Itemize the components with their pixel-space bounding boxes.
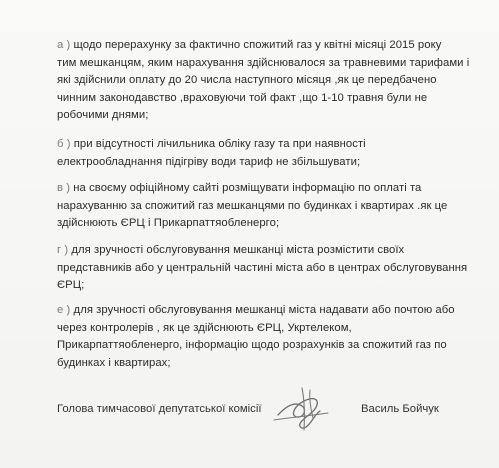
paragraph-text: робочими днями; — [57, 109, 149, 121]
paragraph-text: ЄРЦ; — [57, 279, 85, 291]
paragraph-text: тим мешканцям, яким нарахування здійснювалося за травневими тарифами і — [57, 56, 470, 69]
paragraph-text: які здійснили оплату до 20 числа наступного місяця ,як це передбачено — [57, 74, 437, 86]
list-marker: е ) — [57, 304, 71, 316]
list-marker: г ) — [57, 244, 69, 256]
paragraph-b — [57, 136, 487, 171]
paragraph-line — [57, 37, 487, 55]
list-marker: а ) — [57, 39, 71, 51]
paragraph-line — [57, 136, 487, 154]
paragraph-line — [57, 180, 487, 198]
paragraph-e — [57, 302, 487, 372]
signature-title: Голова тимчасової депутатської комісії — [57, 403, 262, 415]
paragraph-a — [57, 37, 487, 125]
paragraph-text: нарахуванню за спожитий газ мешканцями по будинках і квартирах .як це — [57, 199, 448, 212]
paragraph-h — [57, 242, 487, 295]
handwritten-signature-icon — [268, 382, 334, 434]
paragraph-text: Прикарпаттяобленерго, інформацію щодо розрахунків за спожитий газ по — [57, 339, 447, 351]
paragraph-text: для зручності обслуговування мешканці міста надавати або почтою або — [73, 304, 455, 316]
paragraph-text: будинках і квартирах; — [57, 356, 171, 369]
paragraph-text: електрообладнання підігріву води тариф не збільшувати; — [57, 155, 361, 168]
signature-name: Василь Бойчук — [361, 403, 439, 415]
paragraph-line — [57, 302, 487, 320]
paragraph-text: через контролерів , як це здійснюють ЄРЦ, Укртелеком, — [57, 321, 352, 334]
paragraph-text: при відсутності лічильника обліку газу та при наявності — [73, 138, 366, 150]
paragraph-text: щодо перерахунку за фактично спожитий газ у квітні місяці 2015 року — [73, 39, 442, 51]
paragraph-text: здійснюють ЄРЦ і Прикарпаттяобленерго; — [57, 217, 280, 229]
paragraph-line — [57, 242, 487, 260]
paragraph-text: для зручності обслуговування мешканці міста розмістити своїх — [71, 244, 405, 256]
paragraph-text: на своєму офіційному сайті розміщувати інформацію по оплаті та — [73, 182, 422, 194]
list-marker: в ) — [57, 182, 71, 194]
paragraph-v — [57, 180, 487, 233]
list-marker: б ) — [57, 138, 71, 150]
paragraph-text: представників або у центральній частині міста або в центрах обслуговування — [57, 261, 468, 274]
paragraph-text: чинним законодавство ,враховуючи той факт ,що 1-10 травня були не — [57, 91, 428, 104]
